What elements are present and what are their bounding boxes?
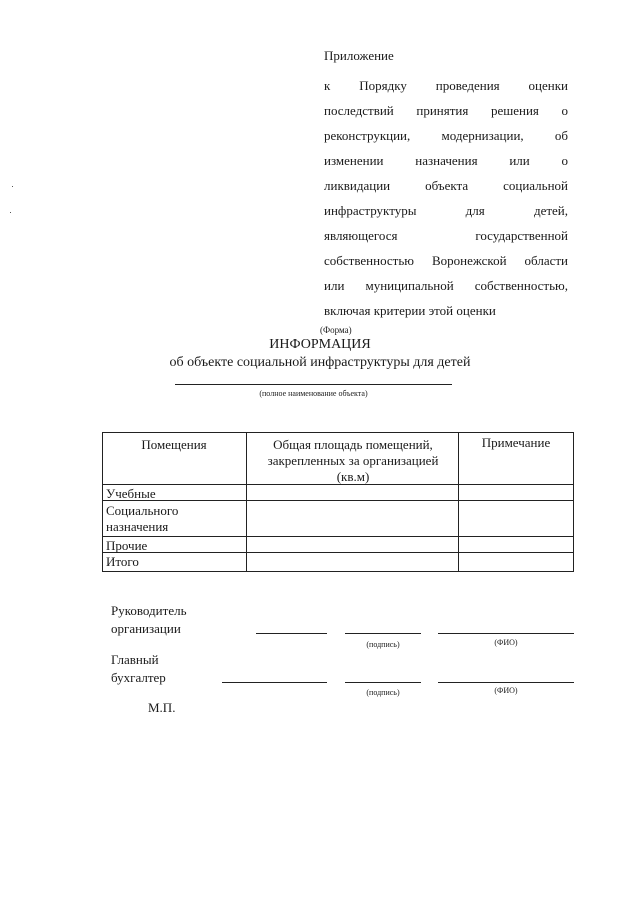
premises-table <box>102 432 574 572</box>
form-label: (Форма) <box>320 325 352 335</box>
appendix-line: включая критерии этой оценки <box>324 303 496 318</box>
accountant-signature-line[interactable] <box>345 682 421 683</box>
accountant-signature-caption: (подпись) <box>366 688 400 697</box>
table-border-top <box>102 432 574 433</box>
document-subtitle: об объекте социальной инфраструктуры для детей <box>169 355 471 370</box>
table-border-right <box>573 432 574 572</box>
accountant-name-line[interactable] <box>438 682 574 683</box>
appendix-line: последствий принятия решения о <box>324 103 568 118</box>
header-premises: Помещения <box>141 437 207 452</box>
appendix-line: являющегося государственной <box>324 228 568 243</box>
accountant-extra-line[interactable] <box>222 682 327 683</box>
head-signature-caption: (подпись) <box>366 640 400 649</box>
appendix-line: изменении назначения или о <box>324 153 568 168</box>
document-title: ИНФОРМАЦИЯ <box>269 337 371 352</box>
head-name-line[interactable] <box>438 633 574 634</box>
appendix-line: реконструкции, модернизации, об <box>324 128 568 143</box>
object-name-caption: (полное наименование объекта) <box>259 389 368 398</box>
appendix-line: к Порядку проведения оценки <box>324 78 568 93</box>
appendix-line: инфраструктуры для детей, <box>324 203 568 218</box>
head-signature-line[interactable] <box>345 633 421 634</box>
scan-speck <box>10 212 11 213</box>
appendix-line: собственностью Воронежской области <box>324 253 568 268</box>
accountant-name-caption: (ФИО) <box>494 686 518 695</box>
scan-speck <box>12 186 13 187</box>
row-label: Прочие <box>106 538 148 553</box>
table-column-rule <box>246 432 247 572</box>
table-column-rule <box>458 432 459 572</box>
table-rule <box>102 536 574 537</box>
table-border-left <box>102 432 103 572</box>
stamp-place: М.П. <box>148 700 176 715</box>
head-label: Руководитель организации <box>111 603 187 636</box>
accountant-label: Главный бухгалтер <box>111 652 166 685</box>
appendix-text <box>324 73 568 323</box>
appendix-line: или муниципальной собственностью, <box>324 278 568 293</box>
header-total-area: Общая площадь помещений, закрепленных за организацией (кв.м) <box>267 437 439 484</box>
table-border-bottom <box>102 571 574 572</box>
header-note: Примечание <box>481 435 551 450</box>
row-label: Учебные <box>106 486 156 501</box>
appendix-title: Приложение <box>324 48 394 63</box>
head-name-caption: (ФИО) <box>494 638 518 647</box>
head-extra-line[interactable] <box>256 633 327 634</box>
object-name-field[interactable] <box>175 384 452 385</box>
appendix-line: ликвидации объекта социальной <box>324 178 568 193</box>
row-label: Социального назначения <box>106 503 179 534</box>
row-label: Итого <box>106 554 139 569</box>
